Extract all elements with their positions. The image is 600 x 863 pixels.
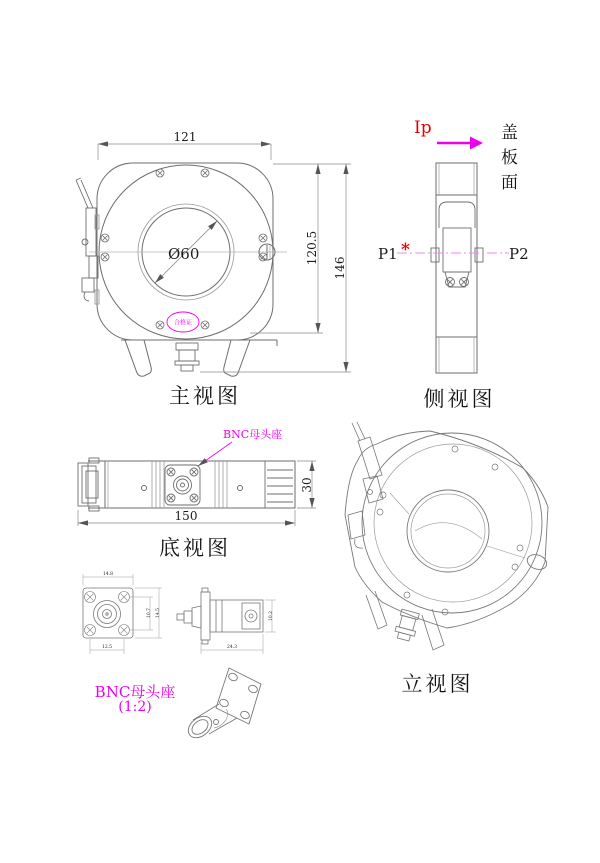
bnc-detail-label: BNC母头座: [94, 683, 176, 701]
stamp-text: 合格证: [173, 319, 193, 327]
bnc-3d-barrel: [184, 704, 237, 742]
dim-width: 121: [173, 130, 197, 144]
iso-hole-inner: [411, 494, 485, 568]
bnc-dim-body-length: 24.3: [226, 645, 238, 650]
current-direction-arrow: [437, 137, 483, 150]
right-end-block: [265, 461, 293, 508]
iso-face-inner: [374, 444, 532, 602]
rib-group-2: [215, 461, 227, 508]
terminal-p1-label: P1: [378, 245, 398, 263]
bnc-side-barrel: [210, 600, 263, 632]
mounting-feet: [121, 340, 277, 376]
bnc-face-screws: [85, 592, 130, 636]
bnc-side-flange: [201, 592, 210, 640]
dim-hole-diameter: Ø60: [168, 245, 200, 263]
bnc-dim-barrel-dia: 10.2: [269, 610, 274, 622]
front-view-drawing: [55, 130, 365, 382]
bnc-flange: [165, 465, 200, 505]
bnc-dim-face-height: 14.5: [156, 607, 161, 619]
body-hole-left: [142, 486, 147, 491]
iso-hole-outer: [407, 490, 489, 572]
dim-height: 30: [300, 477, 314, 493]
bottom-view-caption: 底视图: [159, 536, 231, 560]
dim-outer-height: 146: [333, 256, 347, 280]
bnc-callout-label: BNC母头座: [223, 428, 283, 441]
body-hole-right: [238, 486, 243, 491]
dim-inner-height: 120.5: [305, 230, 319, 266]
bnc-3d-drawing: [183, 658, 308, 793]
iso-screws: [377, 446, 523, 615]
latch-lever: [76, 178, 99, 304]
primary-current-label: Ip: [414, 118, 432, 138]
iso-latch: [348, 422, 383, 548]
polarity-mark: *: [401, 240, 410, 260]
bnc-face-drawing: [72, 563, 167, 668]
dim-length: 150: [174, 509, 198, 523]
bnc-side-drawing: [168, 576, 283, 661]
terminal-p2-label: P2: [509, 245, 529, 263]
bnc-dim-hole-span-v: 10.7: [147, 607, 152, 619]
iso-view-drawing: [330, 415, 565, 670]
certificate-stamp: [167, 312, 199, 332]
bnc-dim-hole-span-h: 12.5: [101, 645, 113, 650]
iso-face-outer: [362, 433, 542, 613]
iso-body-outline: [345, 431, 548, 628]
side-view-drawing: [370, 110, 570, 400]
left-jaw: [78, 458, 105, 511]
rib-group-1: [152, 461, 164, 508]
bnc-stub: [175, 343, 199, 371]
bnc-dim-face-width: 14.8: [102, 572, 114, 577]
cover-face-label: 盖板面: [497, 123, 517, 198]
iso-view-caption: 立视图: [401, 672, 474, 696]
clamp-mechanism: [431, 202, 483, 287]
bnc-center-pin: [177, 606, 201, 628]
bnc-detail-scale: (1:2): [118, 699, 152, 715]
bnc-3d-flange: [216, 668, 261, 724]
side-view-caption: 侧视图: [423, 387, 496, 411]
front-view-caption: 主视图: [169, 384, 241, 408]
